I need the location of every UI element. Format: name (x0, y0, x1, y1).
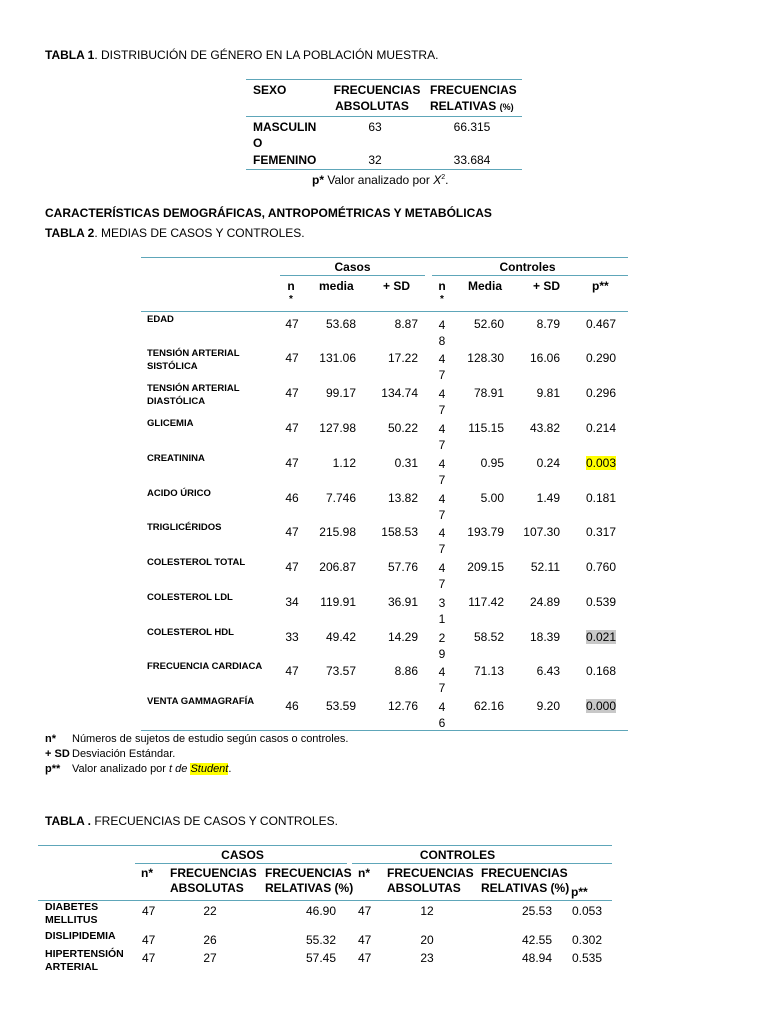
tabla2-cell-cn: 4 (438, 387, 446, 401)
tabla2-cell-p: 0.317 (586, 525, 617, 539)
tabla3-row-label: DISLIPIDEMIA (45, 930, 116, 942)
tabla2-cell-media: 53.68 (325, 317, 356, 331)
tabla2-cell-cn-cont: 7 (438, 508, 446, 522)
tabla2-cell-sd: 0.31 (394, 456, 418, 470)
tabla2-row-label: GLICEMIA (147, 418, 194, 429)
tabla2-cell-cn: 4 (438, 492, 446, 506)
tabla3-cell-p: 0.535 (572, 951, 603, 965)
tabla3-col-abs-2: ABSOLUTAS (170, 881, 244, 895)
tabla2-footnote-3: p** Valor analizado por t de Student. (45, 763, 232, 775)
tabla2-top-rule (141, 257, 628, 258)
tabla2-col-cn-star: * (440, 294, 444, 305)
tabla3-cell-p: 0.302 (572, 933, 603, 947)
tabla3-col-abs-1: FRECUENCIAS (170, 866, 257, 880)
tabla1-header-rel-1: FRECUENCIAS (430, 83, 517, 97)
tabla2-cell-media: 119.91 (320, 595, 356, 609)
tabla3-cell-cn: 47 (358, 904, 372, 918)
tabla2-col-sd: + SD (383, 279, 411, 293)
tabla3-col-rel-2: RELATIVAS (%) (265, 881, 354, 895)
tabla3-row-label: HIPERTENSIÓN (45, 948, 124, 960)
tabla1-row-label-cont: O (253, 136, 263, 150)
tabla3-cell-crel: 42.55 (521, 933, 552, 947)
tabla2-cell-cn-cont: 1 (438, 612, 446, 626)
tabla3-row-label-cont: MELLITUS (45, 914, 98, 926)
tabla2-cell-media: 1.12 (332, 456, 356, 470)
tabla3-group-controles: CONTROLES (419, 848, 496, 862)
tabla2-cell-media: 73.57 (325, 664, 356, 678)
tabla2-row-label-cont: DIASTÓLICA (147, 396, 206, 407)
tabla2-cell-media: 206.87 (319, 560, 356, 574)
tabla2-cell-media: 99.17 (325, 386, 356, 400)
tabla3-cell-n: 47 (142, 933, 156, 947)
tabla2-cell-sd-controles: 16.06 (529, 351, 560, 365)
tabla2-cell-media-controles: 5.00 (480, 491, 504, 505)
tabla3-cell-cabs: 23 (420, 951, 434, 965)
tabla2-cell-cn: 4 (438, 457, 446, 471)
tabla2-row-label: TENSIÓN ARTERIAL (147, 348, 240, 359)
tabla2-cell-cn-cont: 7 (438, 403, 446, 417)
tabla1-note: p* Valor analizado por $X^2$. (312, 173, 449, 187)
tabla2-cell-n: 46 (285, 491, 299, 505)
tabla2-cell-media: 53.59 (325, 699, 356, 713)
tabla2-cell-media: 131.06 (319, 351, 356, 365)
tabla3-cell-n: 47 (142, 904, 156, 918)
tabla2-cell-p: 0.290 (586, 351, 617, 365)
tabla3-cell-cabs: 20 (420, 933, 434, 947)
tabla2-cell-cn-cont: 7 (438, 681, 446, 695)
tabla3-cell-abs: 22 (203, 904, 217, 918)
tabla2-cell-sd: 8.87 (394, 317, 418, 331)
tabla2-row-label: COLESTEROL TOTAL (147, 557, 246, 568)
tabla2-footnote-2: + SD Desviación Estándar. (45, 748, 176, 760)
tabla2-col-sd-controles: + SD (533, 279, 561, 293)
tabla2-cell-sd-controles: 8.79 (536, 317, 560, 331)
tabla2-cell-p: 0.181 (586, 491, 617, 505)
tabla2-cell-p: 0.168 (586, 664, 617, 678)
tabla3-cell-p: 0.053 (572, 904, 603, 918)
tabla2-cell-media-controles: 58.52 (473, 630, 504, 644)
tabla1-row-label: FEMENINO (253, 153, 317, 167)
tabla2-col-cn: n (438, 279, 446, 293)
tabla2-col-media: media (319, 279, 354, 293)
tabla3-cell-abs: 27 (203, 951, 217, 965)
tabla2-cell-media-controles: 193.79 (467, 525, 504, 539)
tabla2-row-label: FRECUENCIA CARDIACA (147, 661, 263, 672)
tabla3-col-cabs-1: FRECUENCIAS (387, 866, 474, 880)
tabla2-cell-media-controles: 117.42 (468, 595, 504, 609)
tabla2-cell-sd-controles: 18.39 (529, 630, 560, 644)
tabla2-cell-p: 0.467 (586, 317, 617, 331)
tabla2-cell-cn-cont: 6 (438, 716, 446, 730)
tabla3-title: TABLA . FRECUENCIAS DE CASOS Y CONTROLES. (45, 814, 338, 828)
tabla2-cell-cn: 4 (438, 422, 446, 436)
tabla2-cell-sd: 57.76 (387, 560, 418, 574)
tabla2-cell-sd-controles: 107.30 (523, 525, 560, 539)
tabla3-col-cabs-2: ABSOLUTAS (387, 881, 461, 895)
tabla1-mid-rule (246, 116, 522, 117)
tabla2-cell-p: 0.760 (586, 560, 617, 574)
tabla2-cell-sd-controles: 52.11 (530, 560, 560, 574)
tabla3-col-crel-1: FRECUENCIAS (481, 866, 568, 880)
tabla2-row-label: COLESTEROL LDL (147, 592, 233, 603)
tabla2-cell-p: 0.021 (586, 630, 617, 644)
tabla2-bottom-rule (141, 730, 628, 731)
tabla2-cell-p: 0.003 (586, 456, 617, 470)
tabla2-cell-media: 127.98 (319, 421, 356, 435)
tabla2-cell-cn-cont: 9 (438, 647, 446, 661)
tabla2-cell-cn: 4 (438, 665, 446, 679)
tabla2-cell-sd: 12.76 (387, 699, 418, 713)
tabla2-cell-cn-cont: 7 (438, 577, 446, 591)
tabla2-cell-n: 47 (285, 560, 299, 574)
tabla1-row-label: MASCULIN (253, 120, 317, 134)
tabla2-cell-n: 47 (285, 421, 299, 435)
tabla2-cell-cn-cont: 7 (438, 542, 446, 556)
tabla2-row-label: TENSIÓN ARTERIAL (147, 383, 240, 394)
tabla2-cell-media-controles: 0.95 (480, 456, 504, 470)
tabla3-cell-crel: 25.53 (521, 904, 552, 918)
tabla1-header-sexo: SEXO (253, 83, 287, 97)
tabla2-cell-sd: 158.53 (381, 525, 418, 539)
tabla2-cell-cn: 4 (438, 352, 446, 366)
tabla2-cell-sd-controles: 24.89 (529, 595, 560, 609)
tabla2-cell-n: 33 (285, 630, 299, 644)
tabla2-cell-n: 47 (285, 456, 299, 470)
tabla3-casos-rule (135, 863, 347, 864)
tabla3-col-crel-2: RELATIVAS (%) (481, 881, 570, 895)
tabla1-cell-rel: 33.684 (453, 153, 491, 167)
tabla2-cell-media-controles: 128.30 (467, 351, 504, 365)
tabla3-col-p: p** (571, 885, 588, 899)
tabla2-cell-sd: 13.82 (387, 491, 418, 505)
tabla3-row-label-cont: ARTERIAL (45, 961, 99, 973)
tabla2-cell-sd-controles: 0.24 (536, 456, 560, 470)
tabla2-cell-media: 49.42 (325, 630, 356, 644)
tabla2-cell-sd-controles: 1.49 (536, 491, 560, 505)
tabla3-cell-rel: 57.45 (305, 951, 336, 965)
tabla3-row-label: DIABETES (45, 901, 99, 913)
tabla2-row-label: COLESTEROL HDL (147, 627, 234, 638)
tabla2-cell-cn: 3 (438, 596, 446, 610)
tabla2-cell-cn: 4 (438, 700, 446, 714)
tabla2-cell-cn: 4 (438, 526, 446, 540)
tabla2-cell-cn-cont: 7 (438, 368, 446, 382)
tabla2-cell-sd-controles: 9.20 (536, 699, 560, 713)
tabla2-cell-cn-cont: 7 (438, 473, 446, 487)
tabla2-title: TABLA 2. MEDIAS DE CASOS Y CONTROLES. (45, 226, 305, 240)
tabla1-title: TABLA 1. DISTRIBUCIÓN DE GÉNERO EN LA POBLACIÓN MUESTRA. (45, 48, 439, 62)
tabla2-row-label: TRIGLICÉRIDOS (147, 522, 222, 533)
tabla2-cell-sd: 36.91 (387, 595, 418, 609)
tabla3-col-n: n* (141, 866, 153, 880)
tabla2-row-label: CREATININA (147, 453, 205, 464)
tabla2-row-label-cont: SISTÓLICA (147, 361, 198, 372)
tabla3-col-cn: n* (358, 866, 370, 880)
tabla2-group-controles: Controles (499, 260, 556, 274)
tabla3-cell-cn: 47 (358, 933, 372, 947)
tabla3-group-casos: CASOS (221, 848, 264, 862)
tabla2-cell-sd: 134.74 (381, 386, 418, 400)
tabla2-cell-n: 34 (285, 595, 299, 609)
tabla2-cell-sd: 17.22 (387, 351, 418, 365)
tabla1-top-rule (246, 79, 522, 80)
tabla1-cell-abs: 32 (368, 153, 382, 167)
tabla1-header-abs-2: ABSOLUTAS (335, 99, 409, 113)
tabla3-cell-rel: 46.90 (305, 904, 336, 918)
tabla2-cell-media-controles: 71.13 (473, 664, 504, 678)
tabla2-col-n-star: * (289, 294, 293, 305)
tabla3-cell-crel: 48.94 (521, 951, 552, 965)
tabla2-cell-sd: 14.29 (387, 630, 418, 644)
tabla2-cell-n: 47 (285, 525, 299, 539)
tabla2-col-p: p** (592, 279, 609, 293)
tabla1-header-rel-2: RELATIVAS (%) (430, 99, 514, 113)
tabla2-cell-cn-cont: 7 (438, 438, 446, 452)
tabla2-cell-media-controles: 62.16 (473, 699, 504, 713)
tabla3-top-rule (38, 845, 612, 846)
tabla2-cell-media-controles: 115.15 (468, 421, 504, 435)
tabla2-cell-sd: 8.86 (394, 664, 418, 678)
tabla2-cell-n: 47 (285, 351, 299, 365)
tabla3-cell-cabs: 12 (420, 904, 434, 918)
tabla2-cell-media-controles: 78.91 (473, 386, 504, 400)
tabla2-cell-p: 0.000 (586, 699, 617, 713)
tabla3-header-rule (38, 900, 612, 901)
tabla2-cell-n: 46 (285, 699, 299, 713)
tabla2-col-media-controles: Media (468, 279, 503, 293)
section-title: CARACTERÍSTICAS DEMOGRÁFICAS, ANTROPOMÉTRICAS Y METABÓLICAS (45, 206, 492, 220)
tabla2-cell-media-controles: 209.15 (467, 560, 504, 574)
tabla2-cell-p: 0.539 (586, 595, 617, 609)
tabla2-cell-media: 215.98 (319, 525, 356, 539)
tabla2-cell-p: 0.296 (586, 386, 617, 400)
tabla2-cell-media: 7.746 (325, 491, 356, 505)
tabla2-cell-n: 47 (285, 386, 299, 400)
tabla3-col-rel-1: FRECUENCIAS (265, 866, 352, 880)
tabla3-controles-rule (352, 863, 612, 864)
tabla3-cell-n: 47 (142, 951, 156, 965)
tabla2-footnote-1: n* Números de sujetos de estudio según casos o controles. (45, 733, 349, 745)
tabla2-cell-cn: 2 (438, 631, 446, 645)
tabla1-bottom-rule (246, 169, 522, 170)
tabla2-controles-rule (432, 275, 628, 276)
tabla2-cell-sd: 50.22 (387, 421, 418, 435)
tabla1-cell-rel: 66.315 (453, 120, 491, 134)
tabla2-group-casos: Casos (334, 260, 371, 274)
tabla2-cell-cn: 4 (438, 561, 446, 575)
tabla2-casos-rule (280, 275, 425, 276)
tabla3-cell-cn: 47 (358, 951, 372, 965)
tabla2-cell-sd-controles: 43.82 (529, 421, 560, 435)
tabla1-cell-abs: 63 (368, 120, 382, 134)
tabla2-row-label: VENTA GAMMAGRAFÍA (147, 696, 255, 707)
tabla2-cell-n: 47 (285, 317, 299, 331)
tabla2-cell-cn-cont: 8 (438, 334, 446, 348)
tabla2-cell-sd-controles: 6.43 (536, 664, 560, 678)
tabla1-header-abs-1: FRECUENCIAS (333, 83, 421, 97)
tabla2-cell-n: 47 (285, 664, 299, 678)
tabla2-cell-sd-controles: 9.81 (536, 386, 560, 400)
tabla2-cell-media-controles: 52.60 (473, 317, 504, 331)
tabla2-cell-cn: 4 (438, 318, 446, 332)
tabla2-cell-p: 0.214 (586, 421, 617, 435)
tabla2-header-rule (141, 311, 628, 312)
tabla3-cell-abs: 26 (203, 933, 217, 947)
tabla2-row-label: ACIDO ÚRICO (147, 488, 211, 499)
tabla2-row-label: EDAD (147, 314, 174, 325)
tabla3-cell-rel: 55.32 (305, 933, 336, 947)
tabla2-col-n: n (287, 279, 295, 293)
